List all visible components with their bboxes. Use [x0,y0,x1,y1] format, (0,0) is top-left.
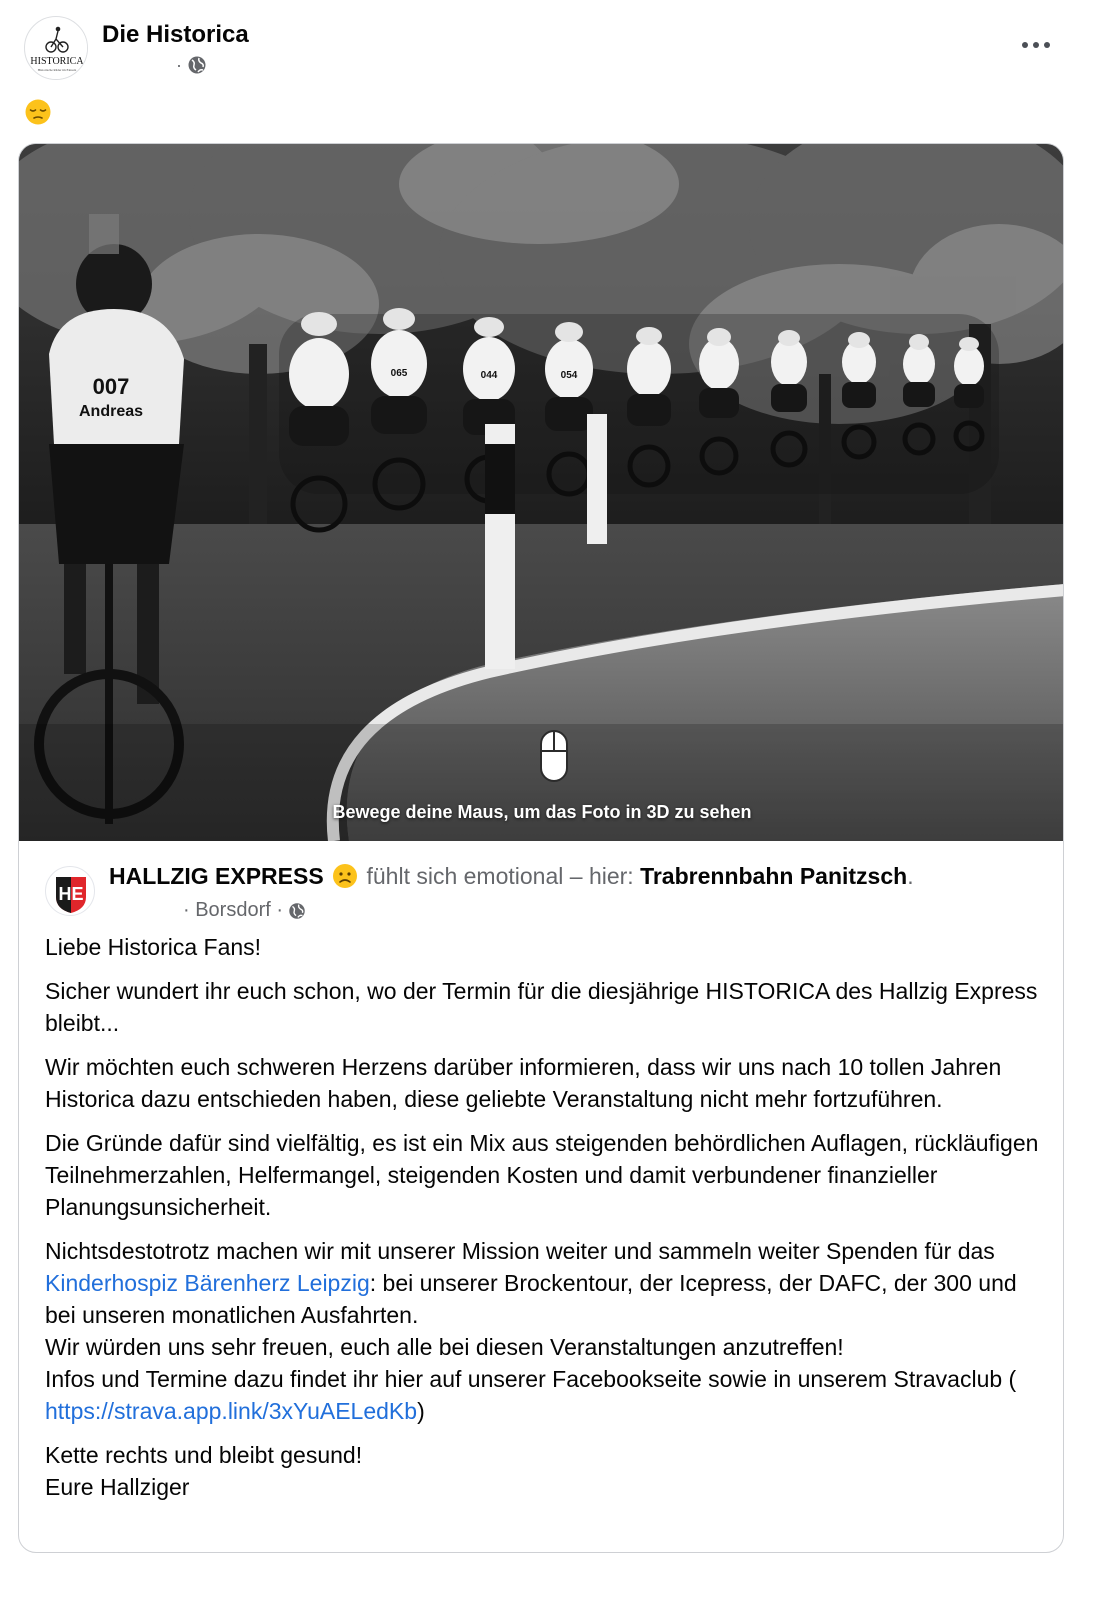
text-span: Nichtsdestotrotz machen wir mit unserer Mission weiter und sammeln weiter Spenden für das [45,1238,995,1264]
hallzig-avatar[interactable] [45,866,95,916]
avatar-brand-subtext: Historische Räder im Einsatz [37,68,77,72]
globe-icon[interactable] [186,54,208,76]
post-header [24,16,1080,82]
bib-number: 065 [390,368,408,379]
mouse-icon [539,729,569,783]
hallzig-logo [46,867,96,917]
text-span: ) [417,1398,425,1424]
shared-post-meta [109,899,307,922]
dot [1044,42,1050,48]
strava-link[interactable]: https://strava.app.link/3xYuAELedKb [45,1398,418,1424]
place-text: · Borsdorf · [183,899,284,921]
historica-logo [25,17,88,80]
post-meta [102,54,208,76]
text-paragraph [45,1439,1045,1503]
text-paragraph: Liebe Historica Fans! [45,934,262,960]
more-options-button[interactable] [1014,28,1058,62]
text-paragraph [45,1235,1045,1427]
cyclists-3d-photo[interactable] [19,144,1064,841]
text-span: Kette rechts und bleibt gesund! [45,1442,363,1468]
text-paragraph: Die Gründe dafür sind vielfältig, es ist ein Mix aus steigenden behördlichen Auflagen, rückläufigen Teilnehmerzahlen, Helfermangel, steigenden Kosten und damit verbundener finanzieller Planungsunsicherheit. [45,1130,1039,1220]
hallzig-logo-text: HE [58,884,84,904]
text-span: Wir würden uns sehr freuen, euch alle bei diesen Veranstaltungen anzutreffen! [45,1334,844,1360]
text-paragraph: Sicher wundert ihr euch schon, wo der Termin für die diesjährige HISTORICA des Hallzig Express bleibt... [45,978,1038,1036]
bib-number: 007 [92,374,130,399]
text-paragraph: Wir möchten euch schweren Herzens darüber informieren, dass wir uns nach 10 tollen Jahren Historica dazu entschieden haben, diese geliebte Veranstaltung nicht mehr fortzuführen. [45,1054,1002,1112]
shared-author[interactable]: HALLZIG EXPRESS [109,863,324,889]
avatar-brand-text: HISTORICA [30,56,84,67]
photo-3d-hint: Bewege deine Maus, um das Foto in 3D zu sehen [332,802,752,822]
meta-dot: · [176,54,182,75]
globe-icon[interactable] [287,901,307,921]
pensive-face-emoji [24,98,52,126]
location-link[interactable]: Trabrennbahn Panitzsch [640,863,908,889]
bib-number: 054 [560,370,578,381]
text-span: : bei unserer Brockentour, der Icepress, der DAFC, der 300 und bei unseren monatlichen Ausfahrten. [45,1270,1017,1328]
page-avatar[interactable] [24,16,88,80]
dot [1022,42,1028,48]
bib-name: Andreas [78,403,144,420]
sad-face-emoji [332,863,358,889]
shared-post-card[interactable] [18,143,1064,1553]
text-span: Eure Hallziger [45,1474,190,1500]
feeling-text: fühlt sich emotional – hier: [366,863,634,889]
bib-number: 044 [480,370,498,381]
page-name[interactable]: Die Historica [102,21,249,48]
shared-post-text [45,931,1045,1515]
kinderhospiz-link[interactable]: Kinderhospiz Bärenherz Leipzig [45,1270,370,1296]
text-span: Infos und Termine dazu findet ihr hier auf unserer Facebookseite sowie in unserem Stravaclub ( [45,1366,1017,1392]
dot [1033,42,1039,48]
shared-post-title [109,863,914,890]
title-period: . [907,863,914,889]
